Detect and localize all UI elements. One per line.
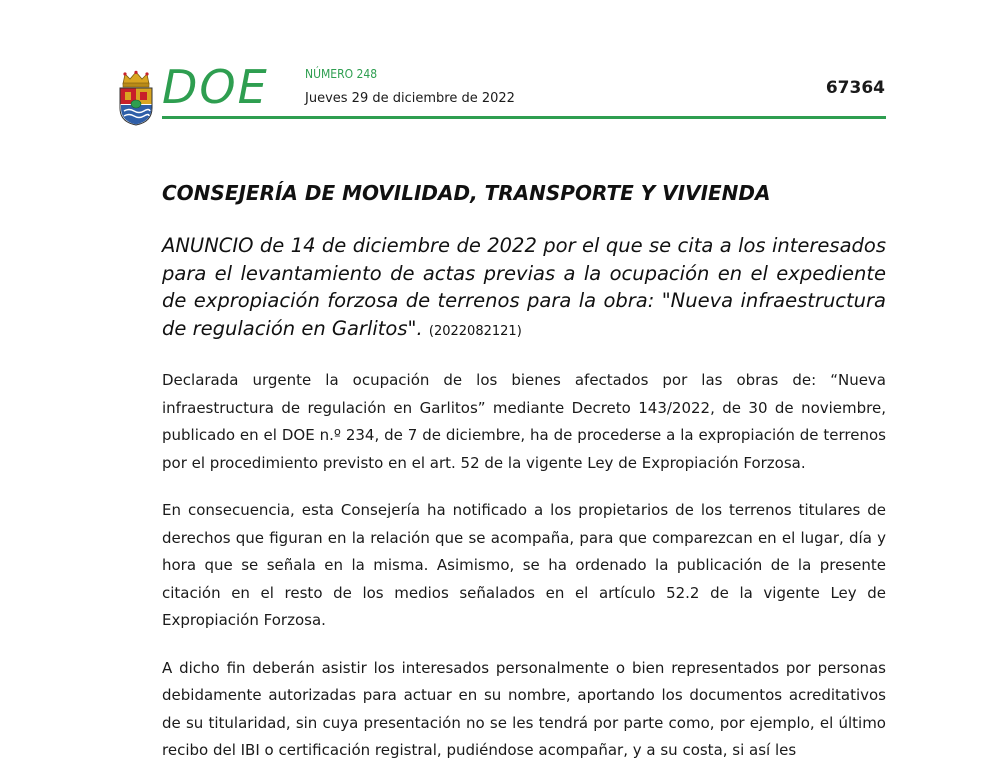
issue-number: NÚMERO 248 (305, 67, 378, 81)
header-divider (162, 116, 886, 119)
doe-logo: DOE (162, 60, 269, 114)
document-body (162, 178, 886, 765)
section-title: CONSEJERÍA DE MOVILIDAD, TRANSPORTE Y VIVIENDA (162, 181, 771, 205)
announcement-title (162, 232, 886, 345)
coat-of-arms-icon (117, 70, 155, 126)
announcement-title-text: ANUNCIO de 14 de diciembre de 2022 por el que se cita a los interesados para el levantamiento de actas previas a la ocupación en el expediente de expropiación forzosa de terrenos para la obra: "Nueva infraestructura de regulación en Garlitos". (162, 234, 886, 340)
body-paragraph: A dicho fin deberán asistir los interesados personalmente o bien representados por personas debidamente autorizadas para actuar en su nombre, aportando los documentos acreditativos de su titularidad, sin cuya presentación no se les tendrá por parte como, por ejemplo, el último recibo del IBI o certificación registral, pudiéndose acompañar, y a su costa, si así les (162, 658, 886, 759)
body-paragraph: Declarada urgente la ocupación de los bienes afectados por las obras de: “Nueva infraestructura de regulación en Garlitos” mediante Decreto 143/2022, de 30 de noviembre, publicado en el DOE n.º 234, de 7 de diciembre, ha de procederse a la expropiación de terrenos por el procedimiento previsto en el art. 52 de la vigente Ley de Expropiación Forzosa. (162, 371, 886, 472)
issue-date: Jueves 29 de diciembre de 2022 (305, 91, 515, 106)
announcement-code: (2022082121) (428, 323, 522, 339)
body-paragraph: En consecuencia, esta Consejería ha notificado a los propietarios de los terrenos titulares de derechos que figuran en la relación que se acompaña, para que comparezcan en el lugar, día y hora que se señala en la misma. Asimismo, se ha ordenado la publicación de la presente citación en el resto de los medios señalados en el artículo 52.2 de la vigente Ley de Expropiación Forzosa. (162, 501, 886, 629)
page-number: 67364 (825, 78, 885, 98)
